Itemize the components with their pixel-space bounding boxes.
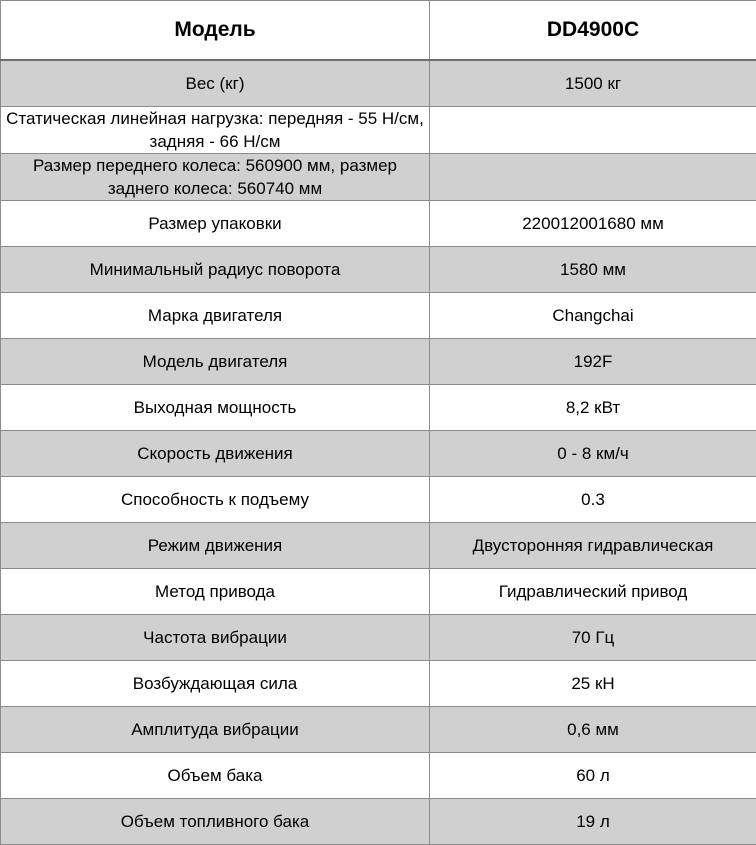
value-cell: 19 л bbox=[430, 798, 756, 844]
table-row bbox=[1, 522, 756, 568]
param-cell: Объем бака bbox=[1, 752, 430, 798]
param-cell: Вес (кг) bbox=[1, 60, 430, 106]
table-row bbox=[1, 752, 756, 798]
table-row bbox=[1, 430, 756, 476]
table-row bbox=[1, 614, 756, 660]
param-cell: Частота вибрации bbox=[1, 614, 430, 660]
value-cell: 0 - 8 км/ч bbox=[430, 430, 756, 476]
param-cell: Выходная мощность bbox=[1, 384, 430, 430]
value-cell: 1580 мм bbox=[430, 246, 756, 292]
value-cell: Гидравлический привод bbox=[430, 568, 756, 614]
param-cell: Размер переднего колеса: 560900 мм, размер заднего колеса: 560740 мм bbox=[1, 153, 430, 200]
value-cell bbox=[430, 106, 756, 153]
value-cell: 25 кН bbox=[430, 660, 756, 706]
header-model-label: Модель bbox=[1, 1, 430, 61]
param-cell: Объем топливного бака bbox=[1, 798, 430, 844]
value-cell: 1500 кг bbox=[430, 60, 756, 106]
value-cell: Changchai bbox=[430, 292, 756, 338]
param-cell: Модель двигателя bbox=[1, 338, 430, 384]
param-cell: Минимальный радиус поворота bbox=[1, 246, 430, 292]
value-cell: 60 л bbox=[430, 752, 756, 798]
param-cell: Способность к подъему bbox=[1, 476, 430, 522]
value-cell: 192F bbox=[430, 338, 756, 384]
table-row bbox=[1, 384, 756, 430]
value-cell: 0.3 bbox=[430, 476, 756, 522]
header-model-value: DD4900C bbox=[430, 1, 756, 61]
value-cell: 220012001680 мм bbox=[430, 200, 756, 246]
table-row bbox=[1, 476, 756, 522]
value-cell: 8,2 кВт bbox=[430, 384, 756, 430]
table-row bbox=[1, 568, 756, 614]
table-row bbox=[1, 246, 756, 292]
table-row bbox=[1, 706, 756, 752]
header-row bbox=[1, 1, 756, 61]
value-cell: 0,6 мм bbox=[430, 706, 756, 752]
table-row bbox=[1, 106, 756, 153]
param-cell: Метод привода bbox=[1, 568, 430, 614]
param-cell: Возбуждающая сила bbox=[1, 660, 430, 706]
param-cell: Скорость движения bbox=[1, 430, 430, 476]
value-cell: Двусторонняя гидравлическая bbox=[430, 522, 756, 568]
param-cell: Амплитуда вибрации bbox=[1, 706, 430, 752]
table-row bbox=[1, 292, 756, 338]
table-row bbox=[1, 338, 756, 384]
param-cell: Статическая линейная нагрузка: передняя - 55 Н/см, задняя - 66 Н/см bbox=[1, 106, 430, 153]
table-row bbox=[1, 660, 756, 706]
param-cell: Режим движения bbox=[1, 522, 430, 568]
table-row bbox=[1, 200, 756, 246]
table-row bbox=[1, 798, 756, 844]
param-cell: Марка двигателя bbox=[1, 292, 430, 338]
value-cell bbox=[430, 153, 756, 200]
param-cell: Размер упаковки bbox=[1, 200, 430, 246]
value-cell: 70 Гц bbox=[430, 614, 756, 660]
table-row bbox=[1, 153, 756, 200]
table-row bbox=[1, 60, 756, 106]
